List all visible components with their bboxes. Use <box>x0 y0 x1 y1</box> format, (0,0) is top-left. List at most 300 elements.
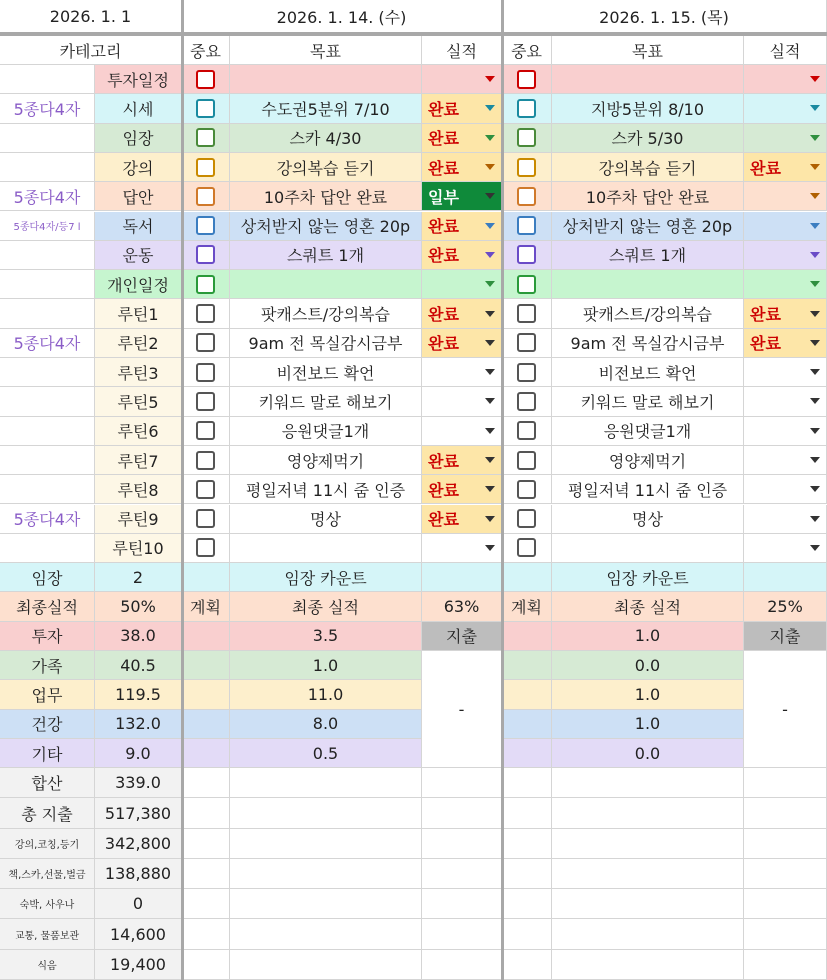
checkbox-icon[interactable] <box>517 451 536 470</box>
d1-result-dropdown-text: 완료 <box>428 129 459 149</box>
d2-importance-cell <box>502 417 552 446</box>
row-note <box>0 387 95 416</box>
d1-result-dropdown[interactable] <box>422 65 502 94</box>
dropdown-arrow-icon[interactable] <box>485 281 495 287</box>
total-label-text: 총 지출 <box>21 804 73 824</box>
dropdown-arrow-icon[interactable] <box>485 486 495 492</box>
d1-result-dropdown-text: 완료 <box>428 246 459 266</box>
day2-result-header-text: 실적 <box>769 41 801 61</box>
hours-label-text: 가족 <box>31 656 63 676</box>
d2-goal-cell[interactable] <box>552 153 744 182</box>
checkbox-icon[interactable] <box>196 70 215 89</box>
d1-importance-cell <box>182 387 230 416</box>
dropdown-arrow-icon[interactable] <box>810 76 820 82</box>
d2-goal-cell-text: 팟캐스트/강의복습 <box>582 305 713 325</box>
dropdown-arrow-icon[interactable] <box>485 457 495 463</box>
d1-result-dropdown[interactable] <box>422 446 502 475</box>
day2-plan-label <box>502 592 552 621</box>
row-note <box>0 94 95 123</box>
d1-result-dropdown-text: 완료 <box>428 510 459 530</box>
category-label <box>95 241 182 270</box>
day2-hours-value <box>552 739 744 768</box>
day1-hours-value <box>230 739 422 768</box>
d1-importance-cell <box>182 182 230 211</box>
day1-final-pct <box>422 592 502 621</box>
day2-importance-header-text: 중요 <box>511 41 542 61</box>
empty-cell <box>182 950 230 980</box>
total-value <box>95 859 182 889</box>
hours-label-text: 기타 <box>31 744 63 764</box>
d1-result-dropdown[interactable] <box>422 270 502 299</box>
count-blank <box>422 563 502 592</box>
day1-hours-value-text: 11.0 <box>307 684 344 704</box>
d2-result-dropdown[interactable] <box>744 534 827 563</box>
d2-goal-cell-text: 10주차 답안 완료 <box>585 187 710 207</box>
d1-result-dropdown[interactable] <box>422 124 502 153</box>
day2-expense-value <box>744 651 827 768</box>
d1-goal-cell[interactable] <box>230 446 422 475</box>
checkbox-icon[interactable] <box>517 158 536 177</box>
dropdown-arrow-icon[interactable] <box>485 428 495 434</box>
day2-final-pct <box>744 592 827 621</box>
empty-cell <box>422 950 502 980</box>
d2-result-dropdown[interactable] <box>744 241 827 270</box>
d1-goal-cell[interactable] <box>230 475 422 504</box>
day1-hours-blank <box>182 680 230 709</box>
dropdown-arrow-icon[interactable] <box>810 193 820 199</box>
d2-goal-cell-text: 강의복습 듣기 <box>598 158 697 178</box>
checkbox-icon[interactable] <box>196 275 215 294</box>
day1-hours-value-text: 0.5 <box>312 743 339 763</box>
category-label <box>95 94 182 123</box>
d2-importance-cell <box>502 65 552 94</box>
day1-hours-blank <box>182 622 230 651</box>
d1-result-dropdown[interactable] <box>422 94 502 123</box>
category-label-text: 루틴6 <box>117 422 159 442</box>
row-note <box>0 358 95 387</box>
checkbox-icon[interactable] <box>196 245 215 264</box>
d2-goal-cell-text: 지방5분위 8/10 <box>590 99 705 119</box>
d1-result-dropdown-text: 완료 <box>428 217 459 237</box>
row-note <box>0 65 95 94</box>
d1-goal-cell[interactable] <box>230 270 422 299</box>
d2-goal-cell[interactable] <box>552 534 744 563</box>
d1-result-dropdown[interactable] <box>422 212 502 241</box>
d2-goal-cell[interactable] <box>552 212 744 241</box>
day1-final-label <box>230 592 422 621</box>
checkbox-icon[interactable] <box>196 99 215 118</box>
day2-hours-blank <box>502 710 552 739</box>
d1-goal-cell[interactable] <box>230 299 422 328</box>
total-label-text: 책,스카,선물,벌금 <box>8 870 86 882</box>
d2-result-dropdown[interactable] <box>744 387 827 416</box>
d2-result-dropdown[interactable] <box>744 153 827 182</box>
d2-result-dropdown[interactable] <box>744 65 827 94</box>
d2-goal-cell-text: 응원댓글1개 <box>603 422 692 442</box>
total-label <box>0 798 95 828</box>
d1-result-dropdown[interactable] <box>422 182 502 211</box>
checkbox-icon[interactable] <box>196 480 215 499</box>
day1-plan-label <box>182 592 230 621</box>
d1-importance-cell <box>182 65 230 94</box>
d2-result-dropdown[interactable] <box>744 358 827 387</box>
d1-goal-cell[interactable] <box>230 182 422 211</box>
day2-importance-header <box>502 36 552 65</box>
d1-importance-cell <box>182 534 230 563</box>
empty-cell <box>230 919 422 949</box>
checkbox-icon[interactable] <box>517 128 536 147</box>
category-label-text: 루틴7 <box>117 451 159 471</box>
final-value <box>95 592 182 621</box>
d2-result-dropdown[interactable] <box>744 299 827 328</box>
category-label <box>95 153 182 182</box>
dropdown-arrow-icon[interactable] <box>485 252 495 258</box>
d2-result-dropdown[interactable] <box>744 446 827 475</box>
dropdown-arrow-icon[interactable] <box>810 486 820 492</box>
total-value <box>95 919 182 949</box>
empty-cell <box>744 859 827 889</box>
d2-importance-cell <box>502 299 552 328</box>
row-note <box>0 241 95 270</box>
total-label <box>0 950 95 980</box>
day2-hours-value <box>552 680 744 709</box>
d1-importance-cell <box>182 212 230 241</box>
dropdown-arrow-icon[interactable] <box>810 340 820 346</box>
category-label <box>95 65 182 94</box>
d2-goal-cell[interactable] <box>552 241 744 270</box>
total-value-text: 342,800 <box>104 833 172 853</box>
empty-cell <box>552 798 744 828</box>
day1-date <box>182 0 502 34</box>
hours-label-text: 건강 <box>31 715 63 735</box>
count-label <box>0 563 95 592</box>
d2-importance-cell <box>502 124 552 153</box>
checkbox-icon[interactable] <box>517 70 536 89</box>
d2-importance-cell <box>502 94 552 123</box>
checkbox-icon[interactable] <box>196 363 215 382</box>
d2-result-dropdown[interactable] <box>744 212 827 241</box>
d1-result-dropdown[interactable] <box>422 387 502 416</box>
checkbox-icon[interactable] <box>196 421 215 440</box>
total-value-text: 19,400 <box>110 954 166 974</box>
category-label-text: 루틴10 <box>112 539 164 559</box>
d2-goal-cell-text: 비전보드 확언 <box>598 363 697 383</box>
day2-date <box>502 0 827 34</box>
d2-goal-cell[interactable] <box>552 65 744 94</box>
dropdown-arrow-icon[interactable] <box>810 223 820 229</box>
checkbox-icon[interactable] <box>196 451 215 470</box>
dropdown-arrow-icon[interactable] <box>810 311 820 317</box>
dropdown-arrow-icon[interactable] <box>485 311 495 317</box>
final-value-text: 50% <box>120 597 156 617</box>
total-value-text: 138,880 <box>104 864 172 884</box>
checkbox-icon[interactable] <box>196 216 215 235</box>
d1-goal-cell[interactable] <box>230 65 422 94</box>
total-value <box>95 829 182 859</box>
day1-hours-value-text: 8.0 <box>312 714 339 734</box>
d1-importance-cell <box>182 358 230 387</box>
category-label <box>95 446 182 475</box>
dropdown-arrow-icon[interactable] <box>485 223 495 229</box>
empty-cell <box>182 859 230 889</box>
d2-result-dropdown[interactable] <box>744 270 827 299</box>
checkbox-icon[interactable] <box>196 538 215 557</box>
total-label-text: 숙박, 사우나 <box>19 900 75 912</box>
d1-result-dropdown[interactable] <box>422 241 502 270</box>
d1-result-dropdown[interactable] <box>422 505 502 534</box>
d1-importance-cell <box>182 124 230 153</box>
empty-cell <box>552 950 744 980</box>
d1-result-dropdown[interactable] <box>422 299 502 328</box>
checkbox-icon[interactable] <box>517 245 536 264</box>
count-blank <box>502 563 552 592</box>
empty-cell <box>552 768 744 798</box>
checkbox-icon[interactable] <box>517 333 536 352</box>
empty-cell <box>230 829 422 859</box>
day2-goal-header <box>552 36 744 65</box>
dropdown-arrow-icon[interactable] <box>810 369 820 375</box>
d2-result-dropdown[interactable] <box>744 94 827 123</box>
checkbox-icon[interactable] <box>196 158 215 177</box>
checkbox-icon[interactable] <box>517 275 536 294</box>
total-value-text: 0 <box>132 894 144 914</box>
checkbox-icon[interactable] <box>517 99 536 118</box>
hours-total <box>95 651 182 680</box>
day2-hours-blank <box>502 739 552 768</box>
count-value <box>95 563 182 592</box>
d2-importance-cell <box>502 358 552 387</box>
d2-importance-cell <box>502 329 552 358</box>
d2-goal-cell-text: 키워드 말로 해보기 <box>580 392 715 412</box>
checkbox-icon[interactable] <box>517 392 536 411</box>
dropdown-arrow-icon[interactable] <box>485 135 495 141</box>
checkbox-icon[interactable] <box>517 538 536 557</box>
dropdown-arrow-icon[interactable] <box>810 105 820 111</box>
d2-goal-cell[interactable] <box>552 475 744 504</box>
d1-result-dropdown[interactable] <box>422 153 502 182</box>
category-label <box>95 212 182 241</box>
d1-goal-cell[interactable] <box>230 124 422 153</box>
dropdown-arrow-icon[interactable] <box>485 76 495 82</box>
total-value-text: 339.0 <box>115 773 161 793</box>
day2-hours-value <box>552 622 744 651</box>
d2-goal-cell-text: 상처받지 않는 영혼 20p <box>562 217 733 237</box>
d1-importance-cell <box>182 94 230 123</box>
hours-total <box>95 739 182 768</box>
d1-goal-cell-text: 영양제먹기 <box>286 451 365 471</box>
checkbox-icon[interactable] <box>517 480 536 499</box>
d1-result-dropdown-text: 완료 <box>428 158 459 178</box>
d1-goal-cell-text: 강의복습 듣기 <box>276 158 375 178</box>
d1-result-dropdown[interactable] <box>422 329 502 358</box>
d1-goal-cell-text: 키워드 말로 해보기 <box>258 392 393 412</box>
day1-count-text-text: 임장 카운트 <box>284 568 367 588</box>
total-value <box>95 950 182 980</box>
day1-result-header <box>422 36 502 65</box>
dropdown-arrow-icon[interactable] <box>810 135 820 141</box>
d2-result-dropdown[interactable] <box>744 124 827 153</box>
dropdown-arrow-icon[interactable] <box>485 369 495 375</box>
category-label-text: 루틴5 <box>117 392 159 412</box>
hours-total-text: 119.5 <box>115 684 161 704</box>
dropdown-arrow-icon[interactable] <box>810 457 820 463</box>
d1-goal-cell-text: 상처받지 않는 영혼 20p <box>240 217 411 237</box>
d1-goal-cell[interactable] <box>230 241 422 270</box>
d1-goal-cell[interactable] <box>230 329 422 358</box>
d2-goal-cell[interactable] <box>552 387 744 416</box>
total-value <box>95 798 182 828</box>
checkbox-icon[interactable] <box>196 333 215 352</box>
day1-expense-label <box>422 622 502 651</box>
d2-result-dropdown[interactable] <box>744 329 827 358</box>
checkbox-icon[interactable] <box>196 187 215 206</box>
day1-expense-value-text: - <box>458 699 465 719</box>
d2-goal-cell[interactable] <box>552 358 744 387</box>
total-label-text: 강의,코칭,등기 <box>14 839 80 851</box>
checkbox-icon[interactable] <box>517 363 536 382</box>
d1-result-dropdown[interactable] <box>422 534 502 563</box>
dropdown-arrow-icon[interactable] <box>810 281 820 287</box>
empty-cell <box>552 829 744 859</box>
day2-hours-blank <box>502 651 552 680</box>
dropdown-arrow-icon[interactable] <box>810 398 820 404</box>
row-note <box>0 505 95 534</box>
checkbox-icon[interactable] <box>196 509 215 528</box>
empty-cell <box>502 889 552 919</box>
dropdown-arrow-icon[interactable] <box>485 105 495 111</box>
d1-goal-cell-text: 명상 <box>310 510 341 530</box>
dropdown-arrow-icon[interactable] <box>485 398 495 404</box>
empty-cell <box>422 829 502 859</box>
category-label-text: 루틴3 <box>117 363 159 383</box>
category-label <box>95 387 182 416</box>
dropdown-arrow-icon[interactable] <box>485 164 495 170</box>
d1-goal-cell[interactable] <box>230 212 422 241</box>
dropdown-arrow-icon[interactable] <box>810 516 820 522</box>
d1-result-dropdown[interactable] <box>422 358 502 387</box>
d1-importance-cell <box>182 270 230 299</box>
d2-goal-cell[interactable] <box>552 417 744 446</box>
row-note-text: 5종다4자/등7 l <box>13 222 81 234</box>
day1-hours-blank <box>182 651 230 680</box>
count-blank <box>744 563 827 592</box>
d2-goal-cell[interactable] <box>552 446 744 475</box>
d1-result-dropdown-text: 완료 <box>428 99 459 119</box>
checkbox-icon[interactable] <box>517 304 536 323</box>
d2-result-dropdown[interactable] <box>744 417 827 446</box>
empty-cell <box>744 919 827 949</box>
dropdown-arrow-icon[interactable] <box>810 252 820 258</box>
d1-goal-cell[interactable] <box>230 358 422 387</box>
d1-result-dropdown[interactable] <box>422 475 502 504</box>
d2-goal-cell[interactable] <box>552 270 744 299</box>
empty-cell <box>744 889 827 919</box>
dropdown-arrow-icon[interactable] <box>810 164 820 170</box>
total-value-text: 517,380 <box>104 803 172 823</box>
total-label <box>0 889 95 919</box>
base-date <box>0 0 182 34</box>
d1-importance-cell <box>182 153 230 182</box>
total-value <box>95 768 182 798</box>
day1-count-text <box>230 563 422 592</box>
hours-label <box>0 651 95 680</box>
d2-goal-cell[interactable] <box>552 94 744 123</box>
d1-goal-cell[interactable] <box>230 387 422 416</box>
d1-goal-cell-text: 10주차 답안 완료 <box>263 187 388 207</box>
checkbox-icon[interactable] <box>517 509 536 528</box>
hours-label <box>0 710 95 739</box>
d2-goal-cell[interactable] <box>552 505 744 534</box>
d1-importance-cell <box>182 475 230 504</box>
d1-result-dropdown[interactable] <box>422 417 502 446</box>
d2-result-dropdown-text: 완료 <box>750 158 781 178</box>
day2-final-pct-text: 25% <box>767 597 803 617</box>
dropdown-arrow-icon[interactable] <box>485 516 495 522</box>
checkbox-icon[interactable] <box>196 304 215 323</box>
d2-result-dropdown[interactable] <box>744 505 827 534</box>
empty-cell <box>182 829 230 859</box>
dropdown-arrow-icon[interactable] <box>810 428 820 434</box>
category-label <box>95 182 182 211</box>
d2-importance-cell <box>502 182 552 211</box>
day2-final-label-text: 최종 실적 <box>614 598 681 618</box>
d1-goal-cell[interactable] <box>230 505 422 534</box>
d1-importance-cell <box>182 299 230 328</box>
d2-importance-cell <box>502 241 552 270</box>
day2-hours-value <box>552 651 744 680</box>
category-label <box>95 270 182 299</box>
checkbox-icon[interactable] <box>517 216 536 235</box>
day1-result-header-text: 실적 <box>446 41 477 61</box>
d1-goal-cell[interactable] <box>230 534 422 563</box>
count-label-text: 임장 <box>31 568 63 588</box>
dropdown-arrow-icon[interactable] <box>485 340 495 346</box>
d1-result-dropdown-text: 완료 <box>428 451 459 471</box>
d1-goal-cell-text: 비전보드 확언 <box>276 363 375 383</box>
d1-goal-cell[interactable] <box>230 153 422 182</box>
day1-plan-label-text: 계획 <box>190 598 221 618</box>
day-divider <box>181 0 184 980</box>
d1-goal-cell[interactable] <box>230 417 422 446</box>
dropdown-arrow-icon[interactable] <box>485 193 495 199</box>
day2-hours-value <box>552 710 744 739</box>
d2-result-dropdown[interactable] <box>744 182 827 211</box>
d2-goal-cell[interactable] <box>552 299 744 328</box>
d1-goal-cell[interactable] <box>230 94 422 123</box>
day2-hours-value-text: 0.0 <box>634 655 661 675</box>
empty-cell <box>422 889 502 919</box>
d2-goal-cell[interactable] <box>552 329 744 358</box>
day2-result-header <box>744 36 827 65</box>
dropdown-arrow-icon[interactable] <box>810 545 820 551</box>
checkbox-icon[interactable] <box>517 187 536 206</box>
empty-cell <box>182 919 230 949</box>
row-note-text: 5종다4자 <box>13 187 81 207</box>
d2-goal-cell[interactable] <box>552 182 744 211</box>
total-label <box>0 768 95 798</box>
checkbox-icon[interactable] <box>517 421 536 440</box>
checkbox-icon[interactable] <box>196 128 215 147</box>
d2-goal-cell-text: 스쿼트 1개 <box>608 246 687 266</box>
day2-hours-value-text: 1.0 <box>634 714 661 734</box>
dropdown-arrow-icon[interactable] <box>485 545 495 551</box>
d2-result-dropdown[interactable] <box>744 475 827 504</box>
category-label-text: 시세 <box>122 99 154 119</box>
d2-goal-cell[interactable] <box>552 124 744 153</box>
d2-importance-cell <box>502 387 552 416</box>
day1-hours-value <box>230 680 422 709</box>
checkbox-icon[interactable] <box>196 392 215 411</box>
